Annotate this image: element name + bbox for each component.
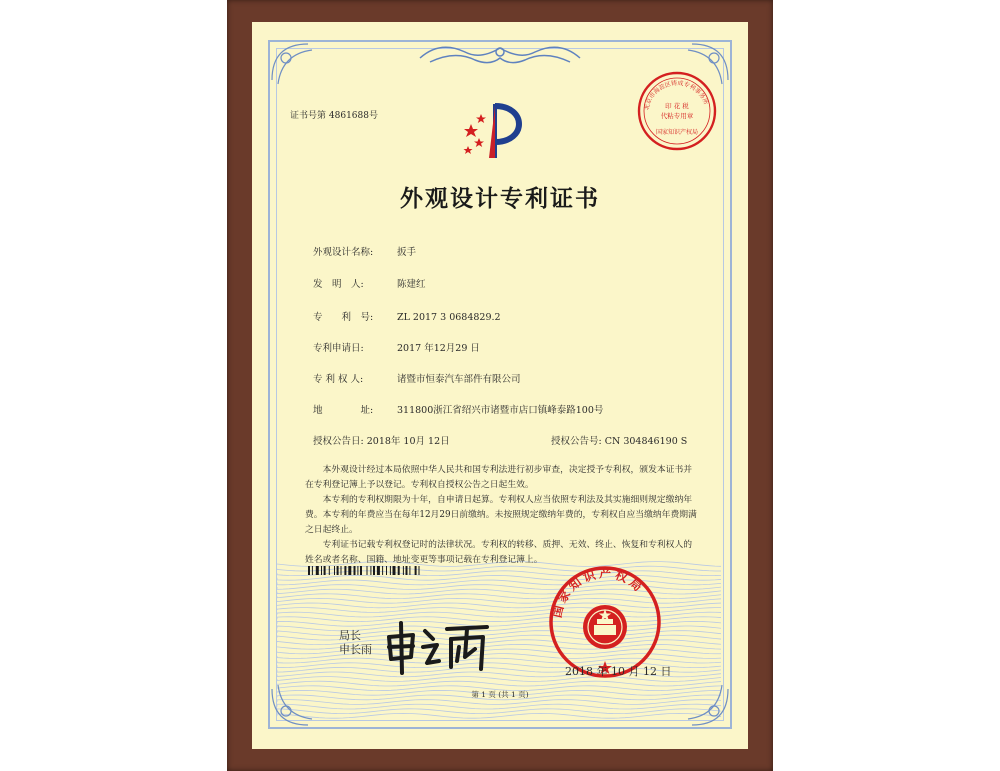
director-name: 申长雨 — [339, 643, 372, 656]
svg-text:代粘专用章: 代粘专用章 — [660, 112, 694, 120]
announcement-number-label: 授权公告号: — [551, 436, 602, 447]
barcode — [308, 566, 460, 575]
certificate-number-label: 证书号第 — [290, 111, 327, 121]
certificate-number-value: 4861688号 — [328, 111, 378, 121]
svg-text:国家知识产权局: 国家知识产权局 — [655, 129, 699, 136]
patent-office-logo — [455, 98, 535, 168]
announcement-number-value: CN 304846190 S — [604, 436, 688, 447]
page-number: 第 1 页 (共 1 页) — [471, 690, 529, 699]
svg-text:北京市海淀区铸成专利事务所: 北京市海淀区铸成专利事务所 — [643, 79, 710, 111]
field-application-date — [313, 340, 480, 354]
field-label: 专 利 权 人: — [313, 374, 364, 385]
issue-date: 2018 年 10 月 12 日 — [565, 665, 672, 678]
field-label: 发 明 人: — [313, 279, 364, 290]
field-label: 地 址: — [313, 405, 374, 416]
director-title: 局长 — [339, 629, 361, 642]
top-ornament — [410, 38, 590, 78]
office-seal — [548, 565, 662, 679]
announcement-date-label: 授权公告日: — [313, 436, 364, 447]
announcement-date-value: 2018年 10月 12日 — [366, 436, 450, 447]
field-value: ZL 2017 3 0684829.2 — [397, 312, 501, 323]
stamp-duty-seal — [636, 70, 718, 152]
notice-paragraph: 本外观设计经过本局依照中华人民共和国专利法进行初步审查，决定授予专利权，颁发本证书并在专利登记簿上予以登记。专利权自授权公告之日起生效。 — [305, 465, 693, 490]
field-label: 专 利 号: — [313, 312, 374, 323]
field-value: 诸暨市恒泰汽车部件有限公司 — [397, 374, 521, 385]
seal-text: 国家知识产权局 — [549, 566, 648, 620]
field-address — [313, 402, 603, 416]
field-value: 2017 年12月29 日 — [397, 343, 480, 354]
announcement-number — [551, 433, 687, 447]
notice-paragraph: 专利证书记载专利权登记时的法律状况。专利权的转移、质押、无效、终止、恢复和专利权人的姓名或者名称、国籍、地址变更等事项记载在专利登记簿上。 — [305, 540, 693, 565]
field-inventor — [313, 276, 426, 290]
field-label: 专利申请日: — [313, 343, 364, 354]
legal-notice — [305, 463, 700, 568]
announcement-date — [313, 433, 450, 447]
field-value: 311800浙江省绍兴市诸暨市店口镇峰泰路100号 — [397, 405, 604, 416]
field-value: 陈建红 — [397, 279, 426, 290]
certificate-title: 外观设计专利证书 — [400, 185, 600, 212]
field-design-name — [313, 244, 416, 258]
certificate-number — [290, 108, 378, 121]
director-signature — [383, 617, 493, 675]
field-patentee — [313, 371, 521, 385]
svg-text:印 花 税: 印 花 税 — [665, 102, 689, 110]
notice-paragraph: 本专利的专利权期限为十年，自申请日起算。专利权人应当依照专利法及其实施细则规定缴纳年费。本专利的年费应当在每年12月29日前缴纳。未按照规定缴纳年费的，专利权自应当缴纳年费期满之日起终止。 — [305, 495, 697, 535]
field-value: 扳手 — [397, 247, 417, 258]
field-label: 外观设计名称: — [313, 247, 374, 258]
field-patent-number — [313, 309, 501, 323]
